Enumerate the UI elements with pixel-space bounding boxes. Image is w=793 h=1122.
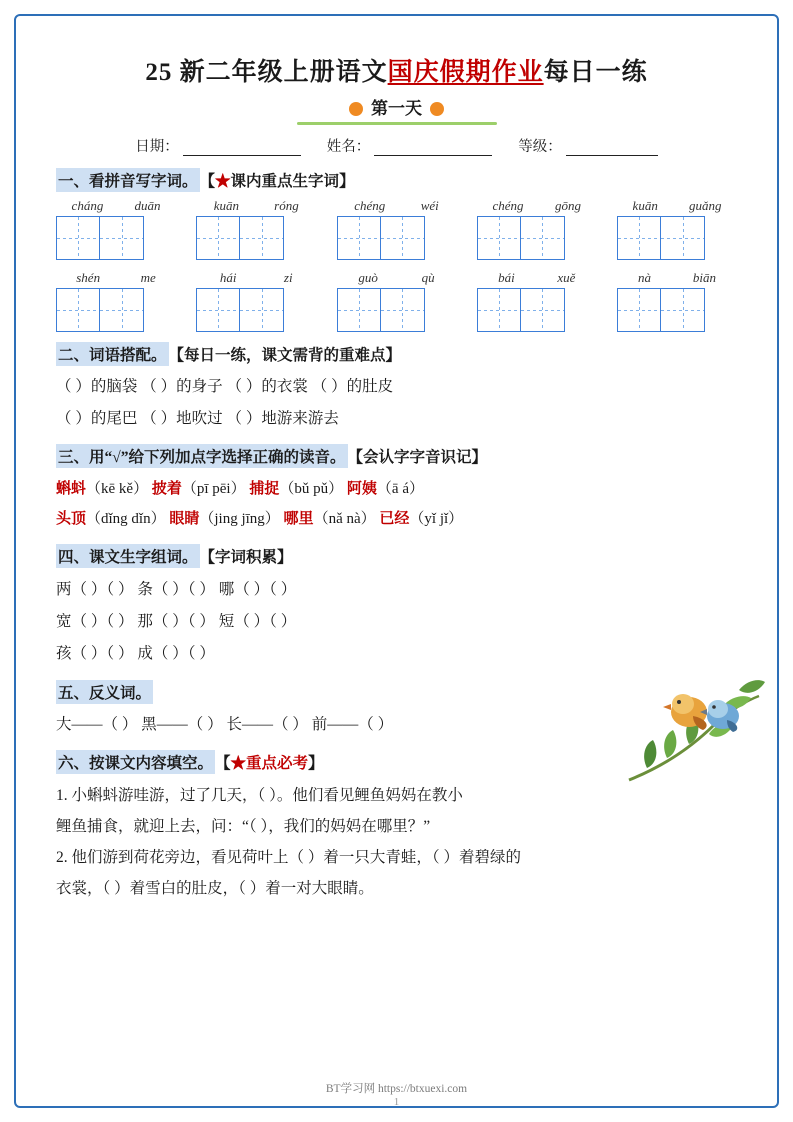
section-6-heading: 六、按课文内容填空。 【★重点必考】 — [56, 750, 737, 774]
pinyin-item — [477, 198, 597, 260]
reading-options[interactable]: （nǎ nà） — [313, 511, 376, 527]
meta-date — [135, 135, 301, 156]
birds-on-branch-illustration — [619, 672, 769, 792]
tianzige-grid[interactable] — [196, 288, 316, 332]
reading-word: 捕捉 — [249, 481, 280, 497]
reading-word: 已经 — [379, 511, 410, 527]
star-icon: ★ — [230, 755, 247, 772]
tianzige-grid[interactable] — [337, 288, 457, 332]
section-4-heading — [56, 544, 737, 568]
pinyin-syllable: kuān — [632, 198, 658, 213]
tianzige-grid[interactable] — [617, 216, 737, 260]
section-6-note: 重点必考 — [246, 755, 309, 772]
pinyin-syllable: chéng — [492, 198, 524, 213]
section-2-line-1[interactable]: （ ）的脑袋 （ ）的身子 （ ）的衣裳 （ ）的肚皮 — [56, 378, 394, 395]
title-post: 每日一练 — [543, 59, 648, 86]
section-2-heading — [56, 342, 737, 366]
meta-grade-input[interactable] — [566, 140, 658, 156]
section-2-line-2[interactable]: （ ）的尾巴 （ ）地吹过 （ ）地游来游去 — [56, 410, 339, 427]
section-6-line-3[interactable]: 2. 他们游到荷花旁边，看见荷叶上（ ）着一只大青蛙，（ ）着碧绿的 — [56, 849, 522, 866]
pinyin-syllable: chéng — [354, 198, 386, 213]
pinyin-syllable: qù — [421, 270, 435, 285]
reading-word: 披着 — [151, 481, 182, 497]
tianzige-grid[interactable] — [617, 288, 737, 332]
pinyin-item — [196, 198, 316, 260]
reading-options[interactable]: （bǔ pǔ） — [279, 481, 344, 497]
pinyin-syllable: duān — [134, 198, 161, 213]
day-badge — [56, 92, 737, 125]
pinyin-item — [56, 198, 176, 260]
pinyin-syllable: shén — [76, 270, 101, 285]
footer-watermark: BT学习网 https://btxuexi.com — [325, 1083, 468, 1095]
meta-name-input[interactable] — [374, 140, 492, 156]
reading-row-1[interactable] — [56, 474, 737, 504]
reading-word: 阿姨 — [346, 481, 377, 497]
pinyin-item — [337, 270, 457, 332]
section-1-heading: 一、看拼音写字词。 【★课内重点生字词】 — [56, 168, 737, 192]
persimmon-icon-left — [349, 102, 363, 116]
meta-date-label: 日期： — [135, 139, 179, 155]
section-4-line-1[interactable]: 两（ ）（ ） 条（ ）（ ） 哪（ ）（ ） — [56, 581, 297, 598]
meta-date-input[interactable] — [183, 140, 301, 156]
pinyin-syllable: guò — [358, 270, 378, 285]
meta-grade — [518, 135, 658, 156]
pinyin-syllable: róng — [274, 198, 299, 213]
meta-grade-label: 等级： — [518, 139, 562, 155]
section-4-title: 四、课文生字组词。 — [56, 544, 200, 568]
pinyin-syllable: guǎng — [688, 198, 722, 213]
tianzige-grid[interactable] — [477, 288, 597, 332]
pinyin-syllable: xuě — [557, 270, 576, 285]
pinyin-syllable: biān — [692, 270, 717, 285]
pinyin-syllable: zi — [283, 270, 293, 285]
day-underline — [297, 122, 497, 125]
pinyin-syllable: bái — [498, 270, 515, 285]
section-5-line[interactable]: 大——（ ） 黑——（ ） 长——（ ） 前——（ ） — [56, 716, 394, 733]
pinyin-syllable: kuān — [213, 198, 240, 213]
title-pre: 25 新二年级上册语文 — [145, 59, 388, 86]
reading-options[interactable]: （dǐng dǐn） — [86, 511, 166, 527]
page-title — [56, 52, 737, 88]
reading-word: 蝌蚪 — [56, 481, 87, 497]
section-6-line-1[interactable]: 1. 小蝌蚪游哇游，过了几天，（ ）。他们看见鲤鱼妈妈在教小 — [56, 787, 463, 804]
section-6-title: 六、按课文内容填空。 — [56, 750, 215, 774]
section-4-line-3[interactable]: 孩（ ）（ ） 成（ ）（ ） — [56, 645, 215, 662]
reading-options[interactable]: （kē kě） — [86, 481, 149, 497]
pinyin-syllable: gōng — [555, 198, 581, 213]
tianzige-grid[interactable] — [56, 216, 176, 260]
tianzige-grid[interactable] — [56, 288, 176, 332]
pinyin-item — [617, 198, 737, 260]
tianzige-grid[interactable] — [337, 216, 457, 260]
section-3-title: 三、用“√”给下列加点字选择正确的读音。 — [56, 444, 348, 468]
pinyin-item — [56, 270, 176, 332]
meta-name — [327, 135, 493, 156]
pinyin-item — [337, 198, 457, 260]
section-2-title: 二、词语搭配。 — [56, 342, 169, 366]
pinyin-syllable: nà — [637, 270, 651, 285]
meta-fields — [56, 135, 737, 156]
reading-options[interactable]: （pī pēi） — [181, 481, 246, 497]
reading-options[interactable]: （jing jīng） — [199, 511, 280, 527]
day-label: 第一天 — [371, 99, 422, 118]
section-4-line-2[interactable]: 宽（ ）（ ） 那（ ）（ ） 短（ ）（ ） — [56, 613, 297, 630]
section-3-heading — [56, 444, 737, 468]
tianzige-grid[interactable] — [477, 216, 597, 260]
tianzige-grid[interactable] — [196, 216, 316, 260]
persimmon-icon-right — [430, 102, 444, 116]
section-1-note: 课内重点生字词 — [230, 173, 340, 190]
pinyin-syllable: cháng — [71, 198, 104, 213]
pinyin-syllable: hái — [219, 270, 237, 285]
reading-word: 哪里 — [283, 511, 314, 527]
pinyin-row-1 — [56, 198, 737, 260]
section-3-note: 【会认字字音识记】 — [347, 449, 488, 466]
page-number: 1 — [393, 1096, 400, 1108]
section-3-body — [56, 474, 737, 534]
section-6-line-2[interactable]: 鲤鱼捕食，就迎上去，问：“（ ），我们的妈妈在哪里？” — [56, 818, 431, 835]
section-4-note: 【字词积累】 — [199, 549, 293, 566]
reading-word: 头顶 — [56, 511, 87, 527]
section-5-title: 五、反义词。 — [56, 680, 153, 704]
pinyin-item — [196, 270, 316, 332]
section-2-note: 【每日一练，课文需背的重难点】 — [168, 347, 402, 364]
star-icon: ★ — [215, 173, 231, 190]
reading-options[interactable]: （ā á） — [376, 481, 424, 497]
section-1-title: 一、看拼音写字词。 — [56, 168, 200, 192]
title-highlight: 国庆假期作业 — [387, 59, 544, 86]
pinyin-row-2 — [56, 270, 737, 332]
reading-options[interactable]: （yǐ jǐ） — [409, 511, 464, 527]
pinyin-syllable: me — [140, 270, 156, 285]
section-4-body — [56, 574, 737, 670]
reading-word: 眼睛 — [169, 511, 200, 527]
reading-row-2[interactable] — [56, 504, 737, 534]
meta-name-label: 姓名： — [326, 139, 371, 155]
pinyin-syllable: wéi — [420, 198, 439, 213]
pinyin-item — [617, 270, 737, 332]
pinyin-item — [477, 270, 597, 332]
section-6-line-4[interactable]: 衣裳，（ ）着雪白的肚皮，（ ）着一对大眼睛。 — [56, 880, 374, 897]
